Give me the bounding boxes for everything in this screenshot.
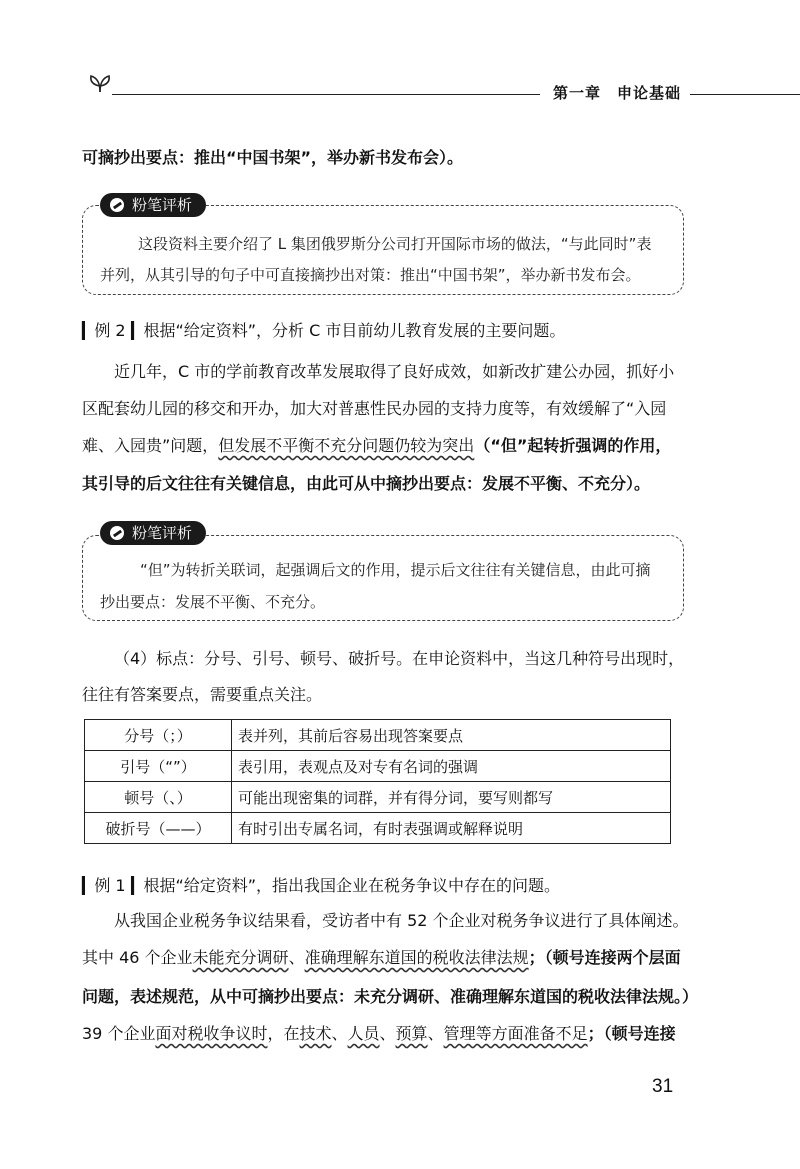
example-tag-bar: ▎ [125, 321, 144, 340]
analysis-badge-2 [100, 521, 206, 545]
example-1-line-4-e: 、 [331, 1024, 348, 1043]
example-1-key-point-e: 人员 [347, 1024, 380, 1043]
leaf-logo-icon [88, 72, 112, 94]
example-1-line-2 [82, 948, 702, 968]
table-cell-desc: 表引用，表观点及对专有名词的强调 [232, 751, 671, 782]
example-1-key-point-g: 管理等方面准备不足 [443, 1024, 588, 1043]
example-2-tag: 例 2 [94, 321, 126, 340]
continuation-line: 可摘抄出要点：推出“中国书架”，举办新书发布会）。 [82, 148, 464, 167]
pencil-icon [110, 198, 124, 212]
example-1-line-2-c: 、 [288, 948, 305, 967]
header-rule-right [690, 94, 800, 95]
table-row [85, 782, 671, 813]
table-row [85, 813, 671, 844]
table-cell-desc: 表并列，其前后容易出现答案要点 [232, 720, 671, 751]
table-cell-mark: 破折号（——） [85, 813, 232, 844]
example-1-line-1: 从我国企业税务争议结果看，受访者中有 52 个企业对税务争议进行了具体阐述。 [114, 911, 689, 930]
analysis-1-line-1: 这段资料主要介绍了 L 集团俄罗斯分公司打开国际市场的做法，“与此同时”表 [138, 235, 652, 253]
example-1-line-4-a: 39 个企业 [82, 1024, 156, 1043]
table-cell-mark: 顿号（、） [85, 782, 232, 813]
example-1-key-point-f: 预算 [395, 1024, 428, 1043]
table-row [85, 751, 671, 782]
example-2-line-4: 其引导的后文往往有关键信息，由此可从中摘抄出要点：发展不平衡、不充分）。 [82, 474, 651, 493]
badge-label: 粉笔评析 [132, 196, 193, 214]
chapter-title: 第一章 申论基础 [553, 84, 682, 102]
example-1-prompt [82, 876, 702, 896]
example-1-line-2-e: ；（顿号连接两个层面 [528, 948, 681, 967]
example-2-line-3-c: （“但”起转折强调的作用， [474, 436, 672, 455]
example-1-key-point-b: 准确理解东道国的税收法律法规 [304, 948, 529, 967]
punctuation-table [84, 719, 671, 844]
example-1-key-point-c: 面对税收争议时 [155, 1024, 268, 1043]
badge-label: 粉笔评析 [132, 524, 193, 542]
pencil-icon [110, 526, 124, 540]
analysis-1-line-2: 并列，从其引导的句子中可直接摘抄出对策：推出“中国书架”，举办新书发布会。 [100, 266, 641, 284]
example-1-line-4-i: 、 [427, 1024, 444, 1043]
example-2-line-3 [82, 436, 702, 456]
table-cell-desc: 可能出现密集的词群，并有得分词，要写则都写 [232, 782, 671, 813]
example-1-question: 根据“给定资料”，指出我国企业在税务争议中存在的问题。 [143, 876, 561, 895]
example-1-key-point-a: 未能充分调研 [192, 948, 289, 967]
example-1-line-3: 问题，表述规范，从中可摘抄出要点：未充分调研、准确理解东道国的税收法律法规。） [82, 987, 699, 1006]
analysis-badge-1 [100, 193, 206, 217]
table-cell-mark: 分号（；） [85, 720, 232, 751]
example-1-key-point-d: 技术 [299, 1024, 332, 1043]
example-1-tag: 例 1 [94, 876, 126, 895]
example-2-line-2: 区配套幼儿园的移交和开办，加大对普惠性民办园的支持力度等，有效缓解了“入园 [82, 399, 667, 418]
example-2-question: 根据“给定资料”，分析 C 市目前幼儿教育发展的主要问题。 [143, 321, 566, 340]
example-2-line-3-a: 难、入园贵”问题， [82, 436, 219, 455]
example-1-line-4 [82, 1024, 702, 1044]
example-2-line-1: 近几年，C 市的学前教育改革发展取得了良好成效，如新改扩建公办园，抓好小 [114, 362, 675, 381]
example-1-line-4-c: ，在 [267, 1024, 300, 1043]
example-1-line-4-g: 、 [379, 1024, 396, 1043]
header-rule-left [112, 94, 540, 95]
page-number: 31 [652, 1076, 674, 1097]
section-4-line-1: （4）标点：分号、引号、顿号、破折号。在申论资料中，当这几种符号出现时， [114, 649, 685, 668]
example-2-prompt [82, 321, 702, 341]
analysis-2-line-2: 抄出要点：发展不平衡、不充分。 [100, 593, 326, 611]
table-cell-desc: 有时引出专属名词，有时表强调或解释说明 [232, 813, 671, 844]
example-tag-bar: ▎ [82, 876, 95, 895]
analysis-2-line-1: “但”为转折关联词，起强调后文的作用，提示后文往往有关键信息，由此可摘 [140, 561, 651, 579]
example-tag-bar: ▎ [125, 876, 144, 895]
table-row [85, 720, 671, 751]
example-2-key-point: 但发展不平衡不充分问题仍较为突出 [218, 436, 475, 455]
section-4-line-2: 往往有答案要点，需要重点关注。 [82, 685, 323, 704]
example-1-line-2-a: 其中 46 个企业 [82, 948, 193, 967]
table-cell-mark: 引号（“”） [85, 751, 232, 782]
example-1-line-4-k: ；（顿号连接 [587, 1024, 676, 1043]
example-tag-bar: ▎ [82, 321, 95, 340]
